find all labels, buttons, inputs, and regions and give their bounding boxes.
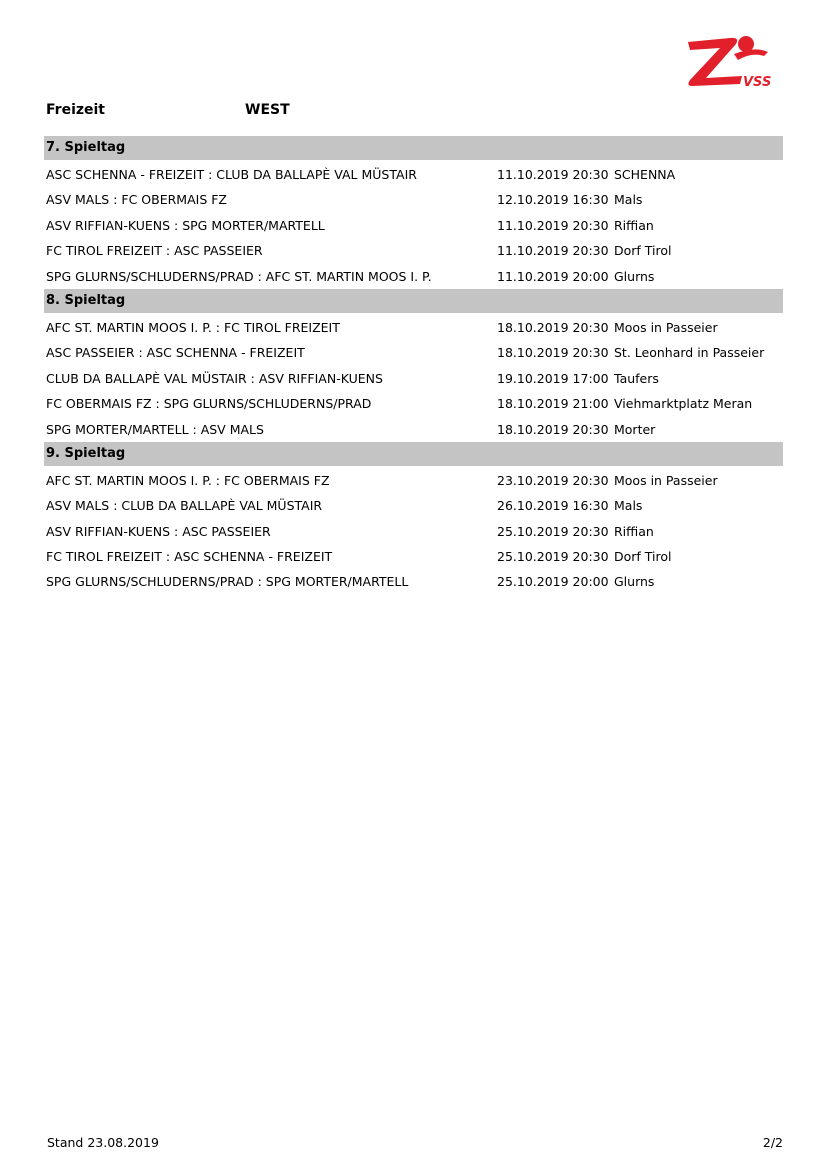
vss-logo-icon xyxy=(686,34,782,90)
match-teams: ASC SCHENNA - FREIZEIT : CLUB DA BALLAPÈ VAL MÜSTAIR xyxy=(46,167,417,182)
match-datetime: 19.10.2019 17:00 xyxy=(497,370,609,386)
match-venue: Moos in Passeier xyxy=(614,319,718,335)
round-header: 8. Spieltag xyxy=(44,289,783,313)
match-row xyxy=(44,544,783,569)
match-venue: Mals xyxy=(614,498,643,514)
round-header: 9. Spieltag xyxy=(44,442,783,466)
match-datetime: 11.10.2019 20:30 xyxy=(497,217,609,233)
match-datetime: 25.10.2019 20:00 xyxy=(497,574,609,590)
match-teams: ASV RIFFIAN-KUENS : ASC PASSEIER xyxy=(46,523,271,539)
match-row xyxy=(44,519,783,544)
match-teams: SPG MORTER/MARTELL : ASV MALS xyxy=(46,421,264,437)
match-row xyxy=(44,187,783,212)
match-row xyxy=(44,417,783,442)
match-datetime: 12.10.2019 16:30 xyxy=(497,192,609,208)
document-header xyxy=(46,102,783,122)
match-teams: ASV RIFFIAN-KUENS : SPG MORTER/MARTELL xyxy=(46,217,325,233)
match-teams: FC TIROL FREIZEIT : ASC PASSEIER xyxy=(46,243,263,259)
match-teams: AFC ST. MARTIN MOOS I. P. : FC TIROL FREIZEIT xyxy=(46,319,340,335)
match-teams: ASV MALS : FC OBERMAIS FZ xyxy=(46,192,227,208)
match-row xyxy=(44,264,783,289)
stand-date: Stand 23.08.2019 xyxy=(47,1135,159,1150)
match-teams: ASV MALS : CLUB DA BALLAPÈ VAL MÜSTAIR xyxy=(46,498,323,514)
match-datetime: 25.10.2019 20:30 xyxy=(497,523,609,539)
match-teams: FC TIROL FREIZEIT : ASC SCHENNA - FREIZEIT xyxy=(46,549,333,565)
page-number: 2/2 xyxy=(762,1135,783,1150)
match-row xyxy=(44,238,783,263)
match-venue: Mals xyxy=(614,192,643,208)
match-datetime: 26.10.2019 16:30 xyxy=(497,498,609,514)
match-row xyxy=(44,162,783,187)
match-venue: SCHENNA xyxy=(614,167,676,182)
match-venue: St. Leonhard in Passeier xyxy=(614,345,765,361)
match-venue: Glurns xyxy=(614,574,655,590)
match-teams: AFC ST. MARTIN MOOS I. P. : FC OBERMAIS FZ xyxy=(46,472,330,488)
match-venue: Taufers xyxy=(614,370,659,386)
match-datetime: 23.10.2019 20:30 xyxy=(497,472,609,488)
match-row xyxy=(44,315,783,340)
match-venue: Dorf Tirol xyxy=(614,549,672,565)
logo-text: VSS xyxy=(743,75,772,90)
competition-name: Freizeit xyxy=(46,102,106,118)
round-header: 7. Spieltag xyxy=(44,136,783,160)
match-teams: ASC PASSEIER : ASC SCHENNA - FREIZEIT xyxy=(46,345,305,361)
match-venue: Dorf Tirol xyxy=(614,243,672,259)
match-datetime: 18.10.2019 20:30 xyxy=(497,421,609,437)
match-teams: FC OBERMAIS FZ : SPG GLURNS/SCHLUDERNS/PRAD xyxy=(46,396,372,412)
match-venue: Viehmarktplatz Meran xyxy=(614,396,753,412)
match-datetime: 11.10.2019 20:00 xyxy=(497,268,609,284)
match-datetime: 25.10.2019 20:30 xyxy=(497,549,609,565)
match-row xyxy=(44,391,783,416)
match-teams: SPG GLURNS/SCHLUDERNS/PRAD : AFC ST. MARTIN MOOS I. P. xyxy=(46,268,432,284)
match-row xyxy=(44,340,783,365)
match-venue: Moos in Passeier xyxy=(614,472,718,488)
match-teams: SPG GLURNS/SCHLUDERNS/PRAD : SPG MORTER/MARTELL xyxy=(46,574,409,590)
group-name: WEST xyxy=(245,102,290,118)
match-row xyxy=(44,569,783,594)
match-venue: Riffian xyxy=(614,217,654,233)
fixture-schedule xyxy=(44,136,783,595)
match-datetime: 18.10.2019 21:00 xyxy=(497,396,609,412)
match-row xyxy=(44,468,783,493)
match-datetime: 11.10.2019 20:30 xyxy=(497,243,609,259)
match-row xyxy=(44,493,783,518)
match-row xyxy=(44,213,783,238)
match-venue: Riffian xyxy=(614,523,654,539)
match-datetime: 11.10.2019 20:30 xyxy=(497,167,609,182)
match-row xyxy=(44,366,783,391)
match-venue: Morter xyxy=(614,421,656,437)
match-venue: Glurns xyxy=(614,268,655,284)
match-teams: CLUB DA BALLAPÈ VAL MÜSTAIR : ASV RIFFIAN-KUENS xyxy=(46,370,383,386)
match-datetime: 18.10.2019 20:30 xyxy=(497,319,609,335)
vss-logo xyxy=(686,34,782,90)
match-datetime: 18.10.2019 20:30 xyxy=(497,345,609,361)
